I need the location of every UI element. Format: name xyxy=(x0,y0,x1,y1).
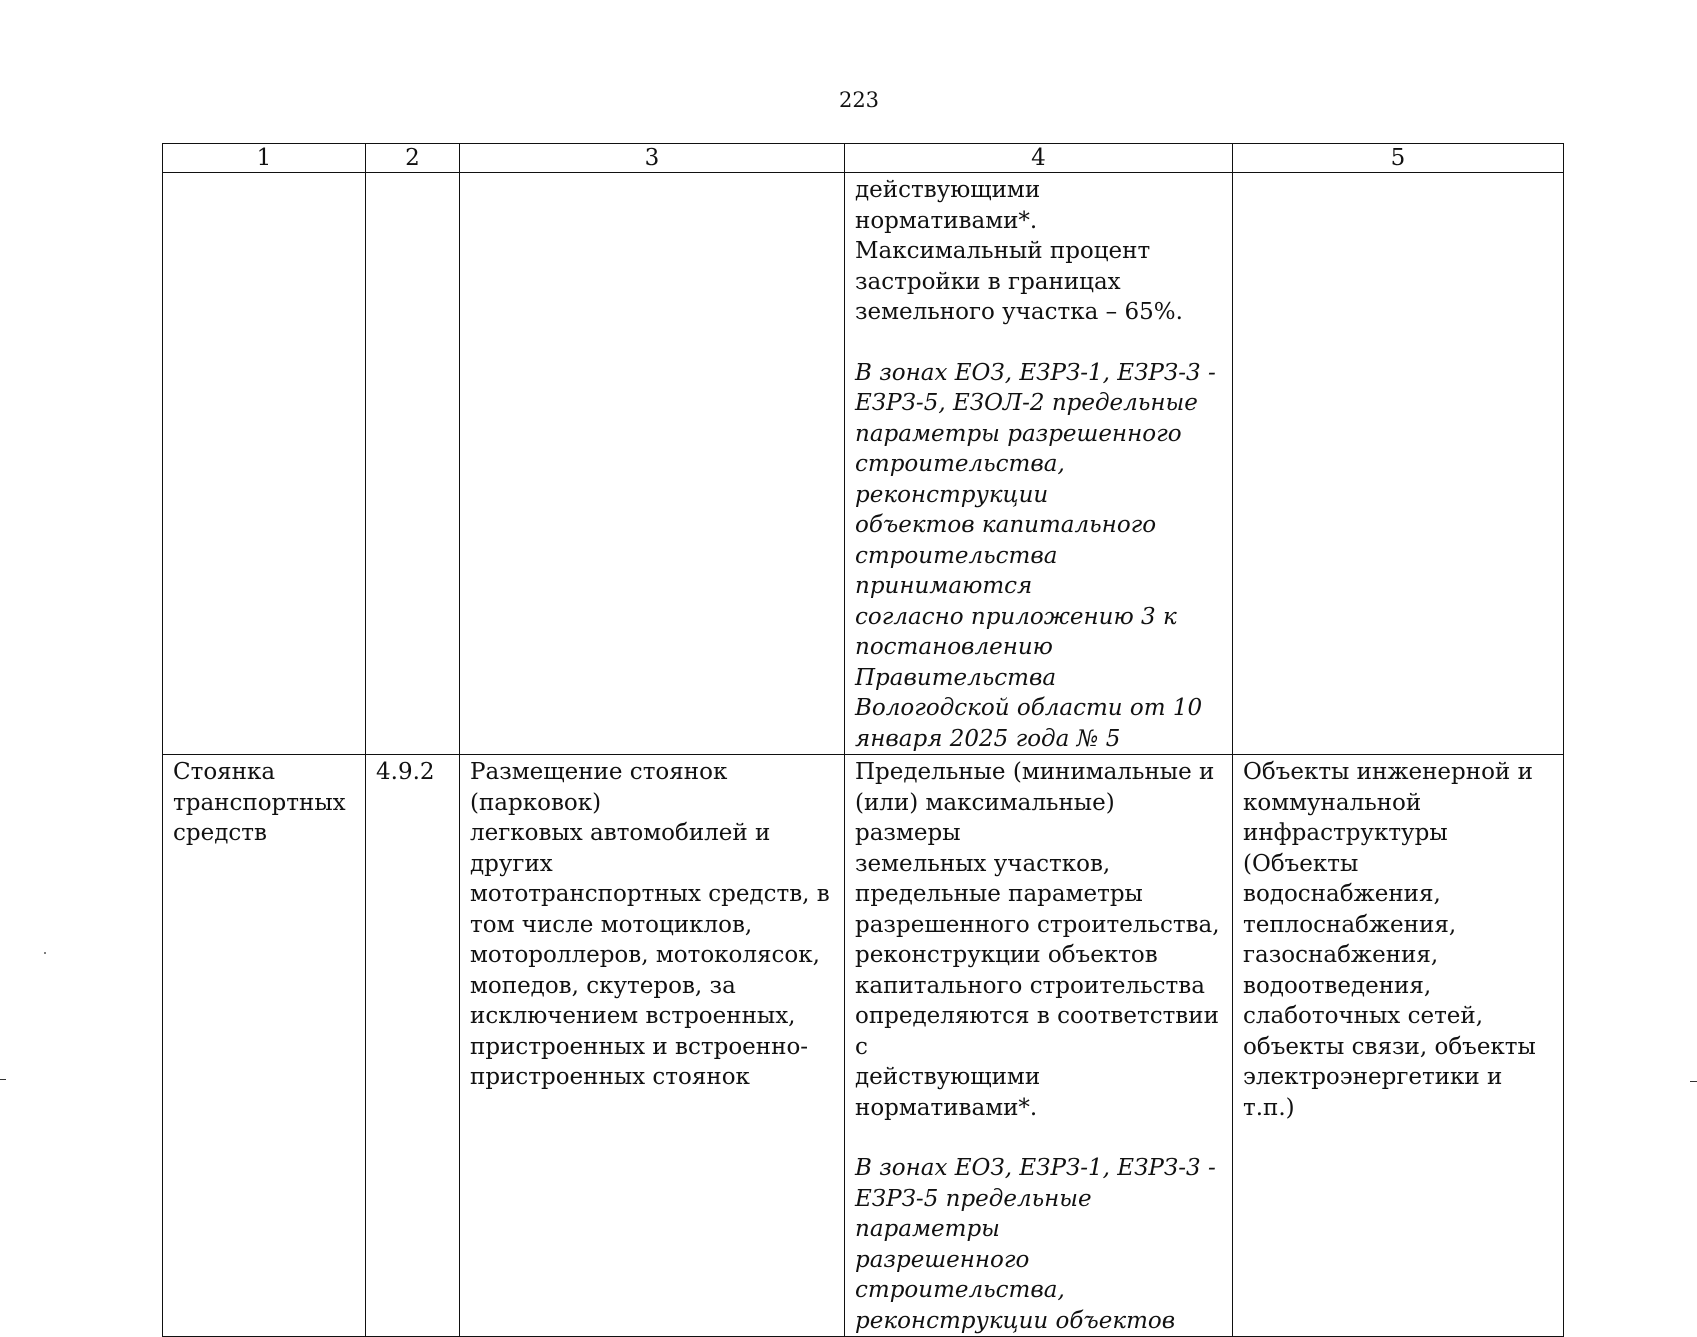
table-row xyxy=(163,755,1564,1337)
cell-auxiliary-uses xyxy=(1233,173,1564,755)
cell-use-name xyxy=(163,173,366,755)
cell-use-name: Стоянка транспортных средств xyxy=(163,755,366,1337)
cell-auxiliary-uses: Объекты инженерной и коммунальной инфраструктуры (Объекты водоснабжения, теплоснабжения, газоснабжения, водоотведения, слаботочных сетей, объекты связи, объекты электроэнергетики и т.п.) xyxy=(1233,755,1564,1337)
cell-use-code: 4.9.2 xyxy=(366,755,460,1337)
cell-parameters xyxy=(845,173,1233,755)
parameters-zone-note: В зонах ЕОЗ, ЕЗРЗ-1, ЕЗРЗ-3 - ЕЗРЗ-5, ЕЗОЛ-2 предельные параметры разрешенного строительства, реконструкции объектов капитального строительства принимаются согласно приложению 3 к постановлению Правительства Вологодской области от 10 января 2025 года № 5 xyxy=(855,359,1216,752)
column-header: 2 xyxy=(366,144,460,173)
table-row xyxy=(163,173,1564,755)
parameters-text: действующими нормативами*. Максимальный процент застройки в границах земельного участка – 65%. xyxy=(855,177,1183,325)
page-number: 223 xyxy=(838,88,880,112)
scan-mark-right xyxy=(1690,1081,1697,1082)
regulations-table xyxy=(162,143,1564,1337)
column-header: 4 xyxy=(845,144,1233,173)
parameters-zone-note: В зонах ЕОЗ, ЕЗРЗ-1, ЕЗРЗ-3 - ЕЗРЗ-5 предельные параметры разрешенного строительства, реконструкции объектов xyxy=(855,1155,1216,1334)
column-header: 3 xyxy=(460,144,845,173)
scan-speck xyxy=(44,952,46,954)
cell-parameters xyxy=(845,755,1233,1337)
column-header: 1 xyxy=(163,144,366,173)
cell-use-code xyxy=(366,173,460,755)
table-header-row xyxy=(163,144,1564,173)
cell-description xyxy=(460,173,845,755)
column-header: 5 xyxy=(1233,144,1564,173)
parameters-text: Предельные (минимальные и (или) максимальные) размеры земельных участков, предельные параметры разрешенного строительства, реконструкции объектов капитального строительства определяются в соответствии с действующими нормативами*. xyxy=(855,759,1220,1121)
cell-description: Размещение стоянок (парковок) легковых автомобилей и других мототранспортных средств, в том числе мотоциклов, мотороллеров, мотоколясок, мопедов, скутеров, за исключением встроенных, пристроенных и встроенно- пристроенных стоянок xyxy=(460,755,845,1337)
scan-mark-left xyxy=(0,1079,6,1080)
